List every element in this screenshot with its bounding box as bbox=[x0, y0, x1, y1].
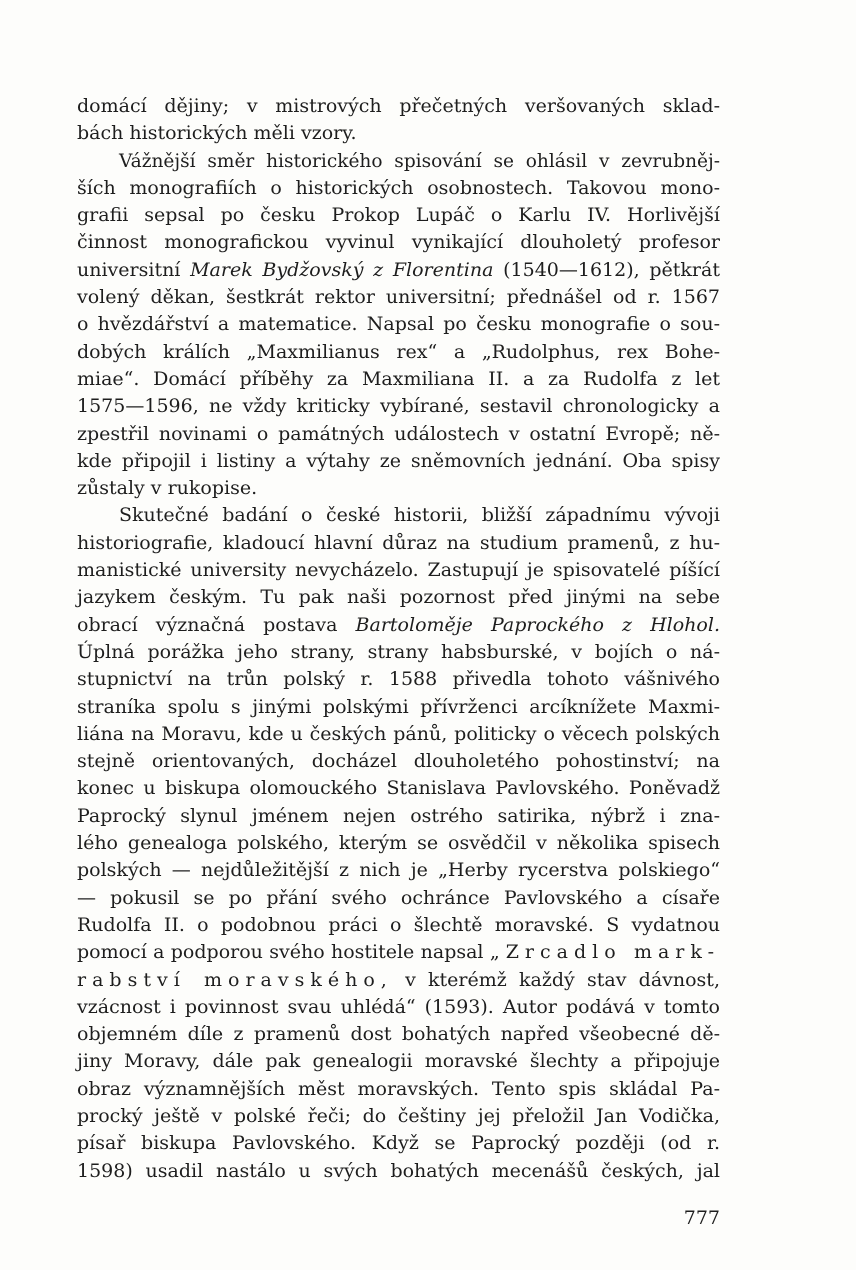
text-line: straníka spolu s jinými polskými přívrženci arcíknížete Maxmi- bbox=[77, 695, 720, 718]
text-fragment: obrací význačná postava bbox=[77, 613, 338, 636]
text-line: obraz významnějších měst moravských. Tento spis skládal Pa- bbox=[77, 1077, 720, 1100]
text-line: jazykem českým. Tu pak naši pozornost před jinými na sebe bbox=[77, 586, 720, 609]
text-line: Paprocký slynul jménem nejen ostrého satirika, nýbrž i zna- bbox=[77, 804, 720, 827]
text-line: Vážnější směr historického spisování se ohlásil v zevrubněj- bbox=[119, 150, 720, 172]
text-line: lého genealoga polského, kterým se osvědčil v několika spisech bbox=[77, 832, 720, 855]
text-fragment: (1540—1612), pětkrát bbox=[503, 258, 720, 281]
text-line bbox=[77, 257, 720, 284]
text-fragment: pomocí a podporou svého hostitele napsal bbox=[77, 941, 484, 964]
text-line: dobých králích „Maxmilianus rex“ a „Rudolphus, rex Bohe- bbox=[77, 340, 720, 363]
text-line: stupnictví na trůn polský r. 1588 přivedla tohoto vášnivého bbox=[77, 668, 720, 691]
page-number: 777 bbox=[683, 1207, 720, 1229]
text-line: historiografie, kladoucí hlavní důraz na studium pramenů, z hu- bbox=[77, 531, 720, 554]
paragraph-1 bbox=[77, 93, 720, 148]
text-line: Úplná porážka jeho strany, strany habsburské, v bojích o ná- bbox=[77, 640, 720, 663]
text-fragment: universitní bbox=[77, 258, 181, 281]
text-line: písař biskupa Pavlovského. Když se Paprocký později (od r. bbox=[77, 1132, 720, 1155]
text-line: volený děkan, šestkrát rektor universitní; přednášel od r. 1567 bbox=[77, 286, 720, 309]
text-line: ších monografiích o historických osobnostech. Takovou mono- bbox=[77, 176, 720, 199]
text-line: kde připojil i listiny a výtahy ze sněmovních jednání. Oba spisy bbox=[77, 449, 720, 472]
text-line: konec u biskupa olomouckého Stanislava Pavlovského. Poněvadž bbox=[77, 777, 720, 800]
text-line: jiny Moravy, dále pak genealogii moravské šlechty a připojuje bbox=[77, 1050, 720, 1073]
text-line: — pokusil se po přání svého ochránce Pavlovského a císaře bbox=[77, 886, 720, 909]
text-fragment: v kterémž každý stav dávnost, bbox=[405, 968, 720, 991]
paragraph-3 bbox=[77, 502, 720, 1184]
text-line: stejně orientovaných, docházel dlouholetého pohostinství; na bbox=[77, 750, 720, 773]
text-line: zůstaly v rukopise. bbox=[77, 477, 258, 500]
text-line bbox=[77, 939, 720, 966]
text-line: 1598) usadil nastálo u svých bohatých mecenášů českých, jal bbox=[77, 1159, 720, 1182]
text-line bbox=[77, 612, 720, 639]
italic-name: Bartoloměje Paprockého z Hlohol. bbox=[355, 613, 720, 636]
text-line: miae“. Domácí příběhy za Maxmiliana II. a za Rudolfa z let bbox=[77, 367, 720, 390]
text-line: manistické university nevycházelo. Zastupují je spisovatelé píšící bbox=[77, 559, 720, 582]
spaced-title: rabství moravského, bbox=[77, 968, 393, 991]
text-line: o hvězdářství a matematice. Napsal po česku monografie o sou- bbox=[77, 313, 720, 336]
text-line: grafii sepsal po česku Prokop Lupáč o Karlu IV. Horlivější bbox=[77, 204, 720, 227]
text-line: 1575—1596, ne vždy kriticky vybírané, sestavil chronologicky a bbox=[77, 395, 720, 418]
spaced-title: „Zrcadlo mark- bbox=[489, 941, 720, 964]
body-text bbox=[77, 93, 720, 1185]
text-line: polských — nejdůležitější z nich je „Herby rycerstva polskiego“ bbox=[77, 859, 720, 882]
text-line: liána na Moravu, kde u českých pánů, politicky o věcech polských bbox=[77, 722, 720, 745]
text-line: Skutečné badání o české historii, bližší západnímu vývoji bbox=[119, 504, 720, 527]
italic-name: Marek Bydžovský z Florentina bbox=[190, 258, 494, 281]
text-line: zpestřil novinami o památných událostech v ostatní Evropě; ně- bbox=[77, 422, 720, 445]
text-line: objemném díle z pramenů dost bohatých napřed všeobecné dě- bbox=[77, 1023, 720, 1046]
text-line: bách historických měli vzory. bbox=[77, 122, 357, 145]
text-line: Rudolfa II. o podobnou práci o šlechtě moravské. S vydatnou bbox=[77, 913, 720, 936]
text-line: domácí dějiny; v mistrových přečetných veršovaných sklad- bbox=[77, 95, 720, 117]
paragraph-2 bbox=[77, 148, 720, 503]
text-line bbox=[77, 967, 720, 994]
text-line: procký ještě v polské řeči; do češtiny jej přeložil Jan Vodička, bbox=[77, 1104, 720, 1127]
text-line: činnost monografickou vyvinul vynikající dlouholetý profesor bbox=[77, 231, 720, 254]
text-line: vzácnost i povinnost svau uhlédá“ (1593). Autor podává v tomto bbox=[77, 995, 720, 1018]
